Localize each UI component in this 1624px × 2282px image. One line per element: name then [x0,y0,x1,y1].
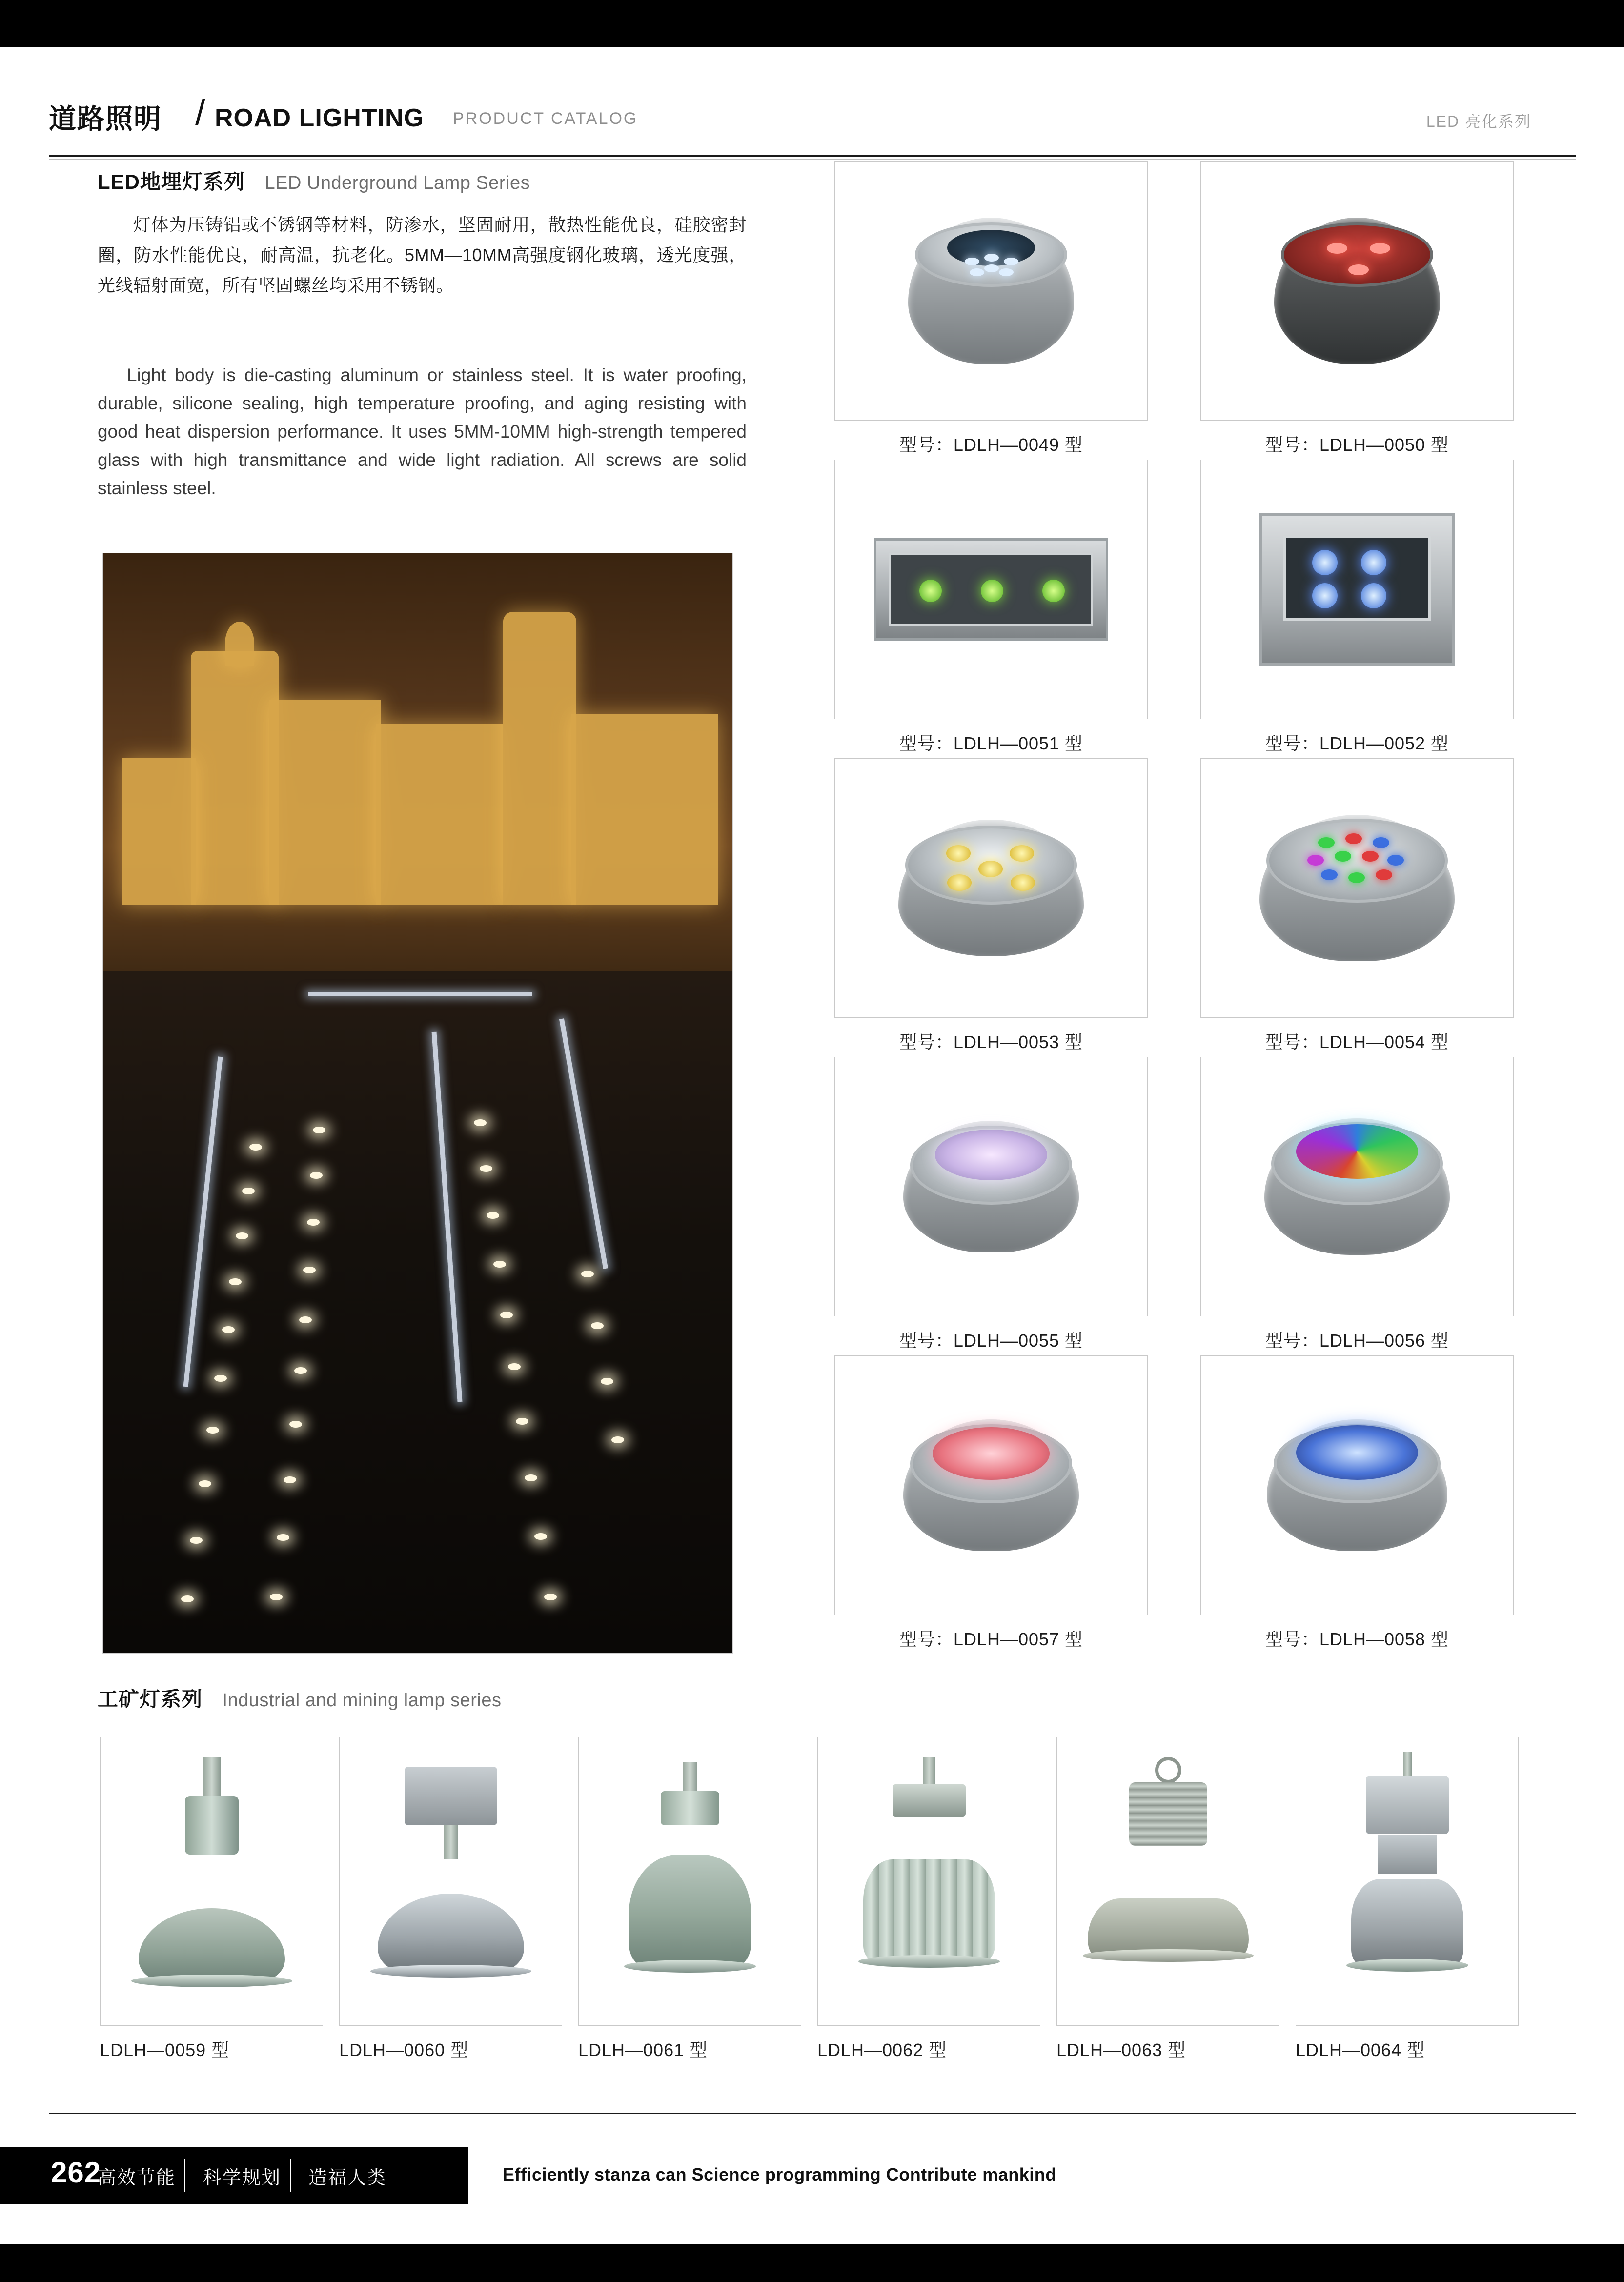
section-title-industrial-cn: 工矿灯系列 [98,1688,203,1711]
hero-step-light [307,1219,320,1226]
product-caption-0054: 型号：LDLH—0054 型 [1265,1032,1449,1052]
product-image-0059 [100,1737,323,2026]
hero-step-light [487,1212,499,1219]
hero-step-light [294,1367,307,1374]
footer-rule [49,2113,1576,2114]
product-card-0052[interactable] [1200,460,1514,755]
hero-step-light [270,1594,283,1600]
product-image-0060 [339,1737,562,2026]
hero-step-light [480,1165,492,1172]
product-caption-0053: 型号：LDLH—0053 型 [899,1032,1083,1052]
footer-slogan-en: Efficiently stanza can Science programming Contribute mankind [503,2164,1056,2184]
header-right-label: LED 亮化系列 [1426,113,1531,130]
hero-night-photo [102,553,733,1654]
product-image-0050 [1200,161,1514,421]
product-card-0050[interactable] [1200,161,1514,456]
header-slash: / [195,92,205,133]
header-subtitle: PRODUCT CATALOG [453,109,638,128]
product-caption-0057: 型号：LDLH—0057 型 [899,1629,1083,1649]
lamp-rim [1083,1949,1254,1962]
page-number: 262 [51,2156,102,2189]
product-caption-0050: 型号：LDLH—0050 型 [1265,435,1449,455]
lamp-art-round-blue [1267,1419,1447,1551]
lamp-art-round-pink [903,1419,1079,1551]
lamp-rim [370,1965,531,1978]
hero-step-light [310,1172,323,1179]
lamp-housing [185,1796,239,1855]
lamp-art-rect-green [874,538,1108,641]
hero-step-light [500,1312,513,1318]
underground-paragraph-cn [98,210,747,301]
lamp-control-box [1366,1776,1449,1834]
product-image-0063 [1056,1737,1279,2026]
header-rule [49,155,1576,157]
product-card-0051[interactable] [834,460,1148,755]
lamp-art-round-star-white [903,1121,1079,1252]
hero-step-light [236,1232,248,1239]
product-image-0051 [834,460,1148,719]
hero-rail [308,992,532,996]
lamp-reflector [863,1859,995,1962]
lamp-reflector [139,1908,285,1981]
product-image-0062 [817,1737,1040,2026]
product-caption-0055: 型号：LDLH—0055 型 [899,1331,1083,1351]
product-caption-0062: LDLH—0062 型 [817,2040,947,2060]
product-card-0054[interactable] [1200,758,1514,1053]
hero-step-light [544,1594,557,1600]
lamp-housing [893,1784,966,1817]
product-card-0053[interactable] [834,758,1148,1053]
hero-step-light [516,1418,528,1425]
product-image-0055 [834,1057,1148,1316]
product-caption-0051: 型号：LDLH—0051 型 [899,733,1083,753]
product-caption-0058: 型号：LDLH—0058 型 [1265,1629,1449,1649]
section-title-industrial [98,1683,501,1713]
section-title-underground [98,166,530,195]
product-card-0059[interactable] [100,1737,323,2061]
lamp-housing [661,1791,719,1825]
product-image-0056 [1200,1057,1514,1316]
hero-step-light [199,1480,211,1487]
product-card-0060[interactable] [339,1737,562,2061]
hero-building [376,724,503,905]
lamp-rim [624,1960,756,1973]
hero-building [191,651,279,905]
product-card-0055[interactable] [834,1057,1148,1352]
hero-step-light [289,1421,302,1428]
lamp-rim [858,1955,1000,1968]
hero-ground [103,971,732,1653]
product-card-0061[interactable] [578,1737,801,2061]
hero-step-light [508,1363,521,1370]
underground-paragraph-en-text: Light body is die-casting aluminum or stainless steel. It is water proofing, durable, silicone sealing, high temperature proofing, and aging resisting with good heat dispersion performance. It uses 5MM-10MM high-strength tempered glass with high transmittance and wide light radiation. All screws are solid stainless steel. [98,365,747,498]
hero-step-light [214,1375,227,1382]
lamp-art-round-rgb-swirl [1264,1118,1450,1255]
product-image-0064 [1296,1737,1519,2026]
product-card-0056[interactable] [1200,1057,1514,1352]
hero-step-light [313,1127,325,1133]
product-image-0057 [834,1355,1148,1615]
page-header [0,47,1624,134]
hero-step-light [591,1322,604,1329]
hero-building [269,700,381,905]
lamp-art-square-blue [1259,513,1455,666]
product-image-0054 [1200,758,1514,1018]
hero-step-light [611,1436,624,1443]
product-caption-0056: 型号：LDLH—0056 型 [1265,1331,1449,1351]
underground-paragraph-cn-text: 灯体为压铸铝或不锈钢等材料，防渗水，坚固耐用，散热性能优良，硅胶密封圈，防水性能优良，耐高温，抗老化。5MM—10MM高强度钢化玻璃，透光度强，光线辐射面宽，所有坚固螺丝均采用不锈钢。 [98,215,747,295]
header-title-en: ROAD LIGHTING [215,104,424,132]
lamp-housing [1378,1835,1437,1874]
lamp-reflector [629,1855,751,1967]
product-caption-0064: LDLH—0064 型 [1296,2040,1425,2060]
lamp-hook-icon [1155,1757,1181,1783]
product-card-0057[interactable] [834,1355,1148,1651]
hero-step-light [284,1476,296,1483]
hero-step-light [206,1427,219,1434]
footer-slogan-2: 科学规划 [203,2168,282,2188]
product-caption-0059: LDLH—0059 型 [100,2040,230,2060]
lamp-reflector [1351,1879,1463,1967]
hero-step-light [222,1326,235,1333]
product-image-0049 [834,161,1148,421]
section-title-industrial-en: Industrial and mining lamp series [222,1690,502,1711]
product-card-0064[interactable] [1296,1737,1519,2061]
hero-step-light [277,1534,289,1541]
hero-building [122,758,196,905]
product-caption-0060: LDLH—0060 型 [339,2040,469,2060]
lamp-reflector [378,1894,524,1972]
lamp-art-round-yellow [898,820,1084,956]
hero-step-light [181,1595,194,1602]
section-title-underground-cn: LED地埋灯系列 [98,170,245,193]
lamp-rim [1346,1959,1468,1972]
product-card-0063[interactable] [1056,1737,1279,2061]
footer-slogan-3: 造福人类 [308,2168,387,2188]
hero-step-light [601,1378,613,1385]
hero-clock-tower [503,612,576,905]
lamp-rim [131,1975,292,1987]
product-image-0061 [578,1737,801,2026]
hero-building [571,714,718,905]
product-caption-0061: LDLH—0061 型 [578,2040,708,2060]
hero-step-light [303,1267,316,1273]
lamp-ballast-box [405,1767,497,1825]
product-card-0058[interactable] [1200,1355,1514,1651]
product-card-0049[interactable] [834,161,1148,456]
hero-step-light [249,1144,262,1151]
lamp-art-round-rgb [1259,815,1455,961]
footer-divider [184,2159,185,2192]
product-image-0052 [1200,460,1514,719]
product-caption-0049: 型号：LDLH—0049 型 [899,435,1083,455]
hero-dome [225,622,254,666]
hero-step-light [525,1474,537,1481]
header-rule-thin [49,159,1576,160]
top-black-bar [0,0,1624,47]
product-caption-0052: 型号：LDLH—0052 型 [1265,733,1449,753]
bottom-black-bar [0,2244,1624,2282]
lamp-art-round-red [1274,218,1440,364]
hero-step-light [581,1271,594,1277]
product-caption-0063: LDLH—0063 型 [1056,2040,1186,2060]
hero-step-light [299,1316,312,1323]
product-card-0062[interactable] [817,1737,1040,2061]
footer-slogan-1: 高效节能 [98,2168,176,2188]
lamp-reflector [1088,1898,1249,1957]
hero-step-light [474,1119,487,1126]
footer-divider [290,2159,291,2192]
hero-step-light [242,1188,255,1194]
underground-paragraph-en [98,361,747,503]
lamp-art-round-white [908,218,1074,364]
hero-step-light [493,1261,506,1268]
hero-step-light [534,1533,547,1540]
lamp-heatsink [1129,1782,1207,1846]
product-image-0058 [1200,1355,1514,1615]
hero-step-light [190,1537,203,1544]
hero-step-light [229,1278,242,1285]
product-image-0053 [834,758,1148,1018]
section-title-underground-en: LED Underground Lamp Series [264,173,530,193]
header-title-cn: 道路照明 [49,103,162,134]
